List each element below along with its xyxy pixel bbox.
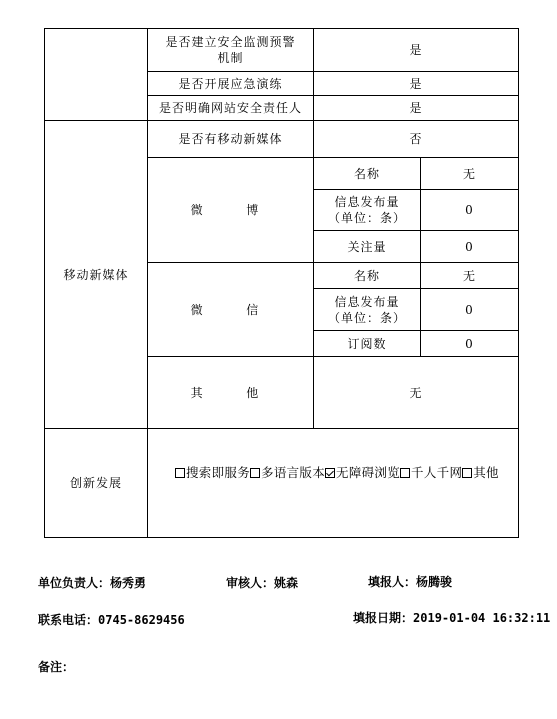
checkbox-icon[interactable] — [400, 468, 410, 478]
weibo-posts-value: 0 — [465, 203, 474, 217]
wechat-posts-value: 0 — [465, 302, 474, 317]
unit-head — [38, 574, 146, 591]
wechat-label: 微 信 — [190, 302, 271, 317]
reviewer-label: 审核人： — [226, 576, 275, 590]
drill-label: 是否开展应急演练 — [178, 76, 283, 91]
note-label: 备注： — [38, 660, 75, 674]
innovation-option[interactable]: 其他 — [462, 465, 499, 481]
phone — [38, 611, 185, 628]
drill-value: 是 — [409, 76, 423, 91]
monitor-label: 是否建立安全监测预警 机制 — [165, 35, 296, 65]
checkbox-icon[interactable] — [250, 468, 260, 478]
wechat-posts-label: 信息发布量 （单位：条） — [327, 294, 406, 325]
filler-label: 填报人： — [368, 575, 417, 589]
checkbox-icon[interactable] — [462, 468, 472, 478]
innovation-option[interactable]: 搜索即服务 — [175, 465, 250, 481]
responsible-value: 是 — [409, 101, 423, 115]
phone-value: 0745-8629456 — [98, 613, 185, 627]
wechat-subs-label: 订阅数 — [347, 336, 387, 351]
weibo-name-label: 名称 — [353, 166, 380, 181]
unit-head-label: 单位负责人： — [38, 576, 111, 590]
innovation-options — [148, 429, 518, 517]
weibo-label: 微 博 — [190, 203, 271, 217]
reviewer-value: 姚森 — [274, 576, 299, 590]
fill-date — [353, 609, 550, 626]
innovation-option[interactable]: 无障碍浏览 — [325, 465, 400, 481]
weibo-follow-label: 关注量 — [347, 239, 387, 254]
monitor-value: 是 — [409, 43, 423, 57]
wechat-name-value: 无 — [462, 268, 476, 283]
filler — [368, 573, 452, 590]
wechat-subs-value: 0 — [465, 336, 474, 351]
fill-date-label: 填报日期： — [353, 611, 414, 625]
other-label: 其 他 — [190, 385, 271, 400]
checkbox-icon[interactable] — [175, 468, 185, 478]
filler-value: 杨腾骏 — [416, 575, 453, 589]
weibo-name-value: 无 — [462, 166, 476, 181]
wechat-name-label: 名称 — [353, 268, 380, 283]
innovation-label: 创新发展 — [69, 476, 122, 490]
phone-label: 联系电话： — [38, 613, 99, 627]
fill-date-value: 2019-01-04 16:32:11 — [413, 611, 551, 625]
reviewer — [226, 574, 298, 591]
other-value: 无 — [409, 385, 423, 400]
has-mobile-value: 否 — [409, 132, 423, 146]
checked-checkbox-icon[interactable] — [325, 468, 335, 478]
responsible-label: 是否明确网站安全责任人 — [158, 101, 302, 115]
weibo-posts-label: 信息发布量 （单位：条） — [327, 195, 406, 225]
weibo-follow-value: 0 — [465, 239, 474, 254]
unit-head-value: 杨秀勇 — [110, 576, 147, 590]
has-mobile-label: 是否有移动新媒体 — [178, 132, 283, 146]
note — [38, 658, 74, 675]
innovation-option[interactable]: 千人千网 — [400, 465, 462, 481]
mobile-media-label: 移动新媒体 — [63, 267, 129, 282]
innovation-option[interactable]: 多语言版本 — [250, 465, 325, 481]
